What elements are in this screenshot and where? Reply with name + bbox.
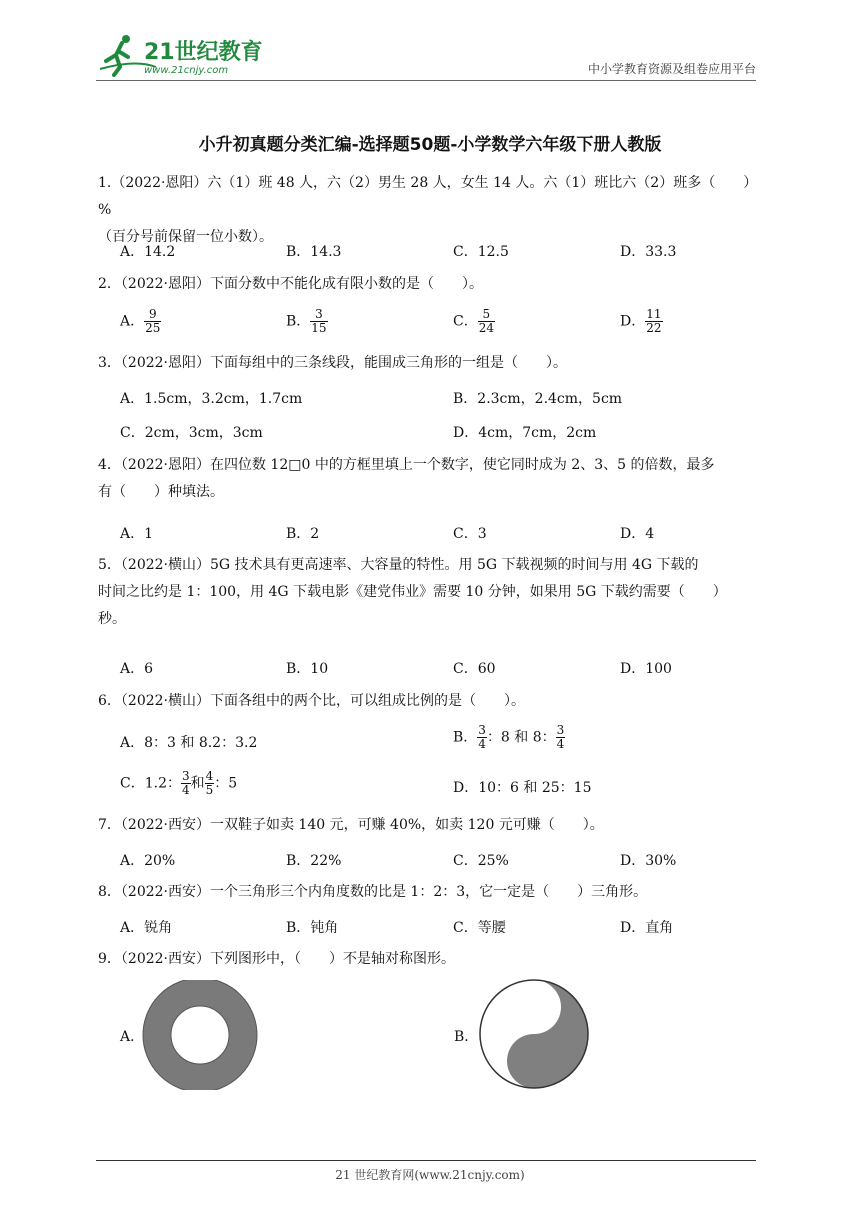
question-4 <box>98 452 768 506</box>
question-1-line-2: （百分号前保留一位小数）。 <box>98 229 273 245</box>
option-a: A．锐角 <box>120 920 173 936</box>
option-d: D．4 <box>620 526 655 542</box>
option-d: D．33.3 <box>620 244 677 260</box>
question-5 <box>98 552 768 633</box>
option-c <box>453 308 495 335</box>
option-d: D．4cm，7cm，2cm <box>453 425 597 441</box>
question-3 <box>98 350 768 377</box>
option-b <box>453 724 565 751</box>
page-header <box>0 0 860 90</box>
option-c: C．60 <box>453 661 496 677</box>
fraction <box>477 724 487 751</box>
question-2 <box>98 271 768 298</box>
denominator: 4 <box>556 737 565 751</box>
question-5-line-1: 5．（2022·横山）5G 技术具有更高速率、大容量的特性。用 5G 下载视频的时间与用 4G 下载的 <box>98 557 699 573</box>
fraction <box>645 308 662 335</box>
denominator: 24 <box>478 321 494 335</box>
numerator: 11 <box>646 307 662 321</box>
denominator: 4 <box>478 737 486 751</box>
numerator: 5 <box>478 308 495 322</box>
footer-divider <box>96 1160 756 1161</box>
option-b: B．钝角 <box>286 920 339 936</box>
option-a: A．14.2 <box>120 244 176 260</box>
fraction <box>310 308 327 335</box>
logo <box>96 33 266 78</box>
logo-text: 21世纪教育 <box>144 40 263 65</box>
ring-figure <box>140 980 260 1090</box>
question-7 <box>98 812 768 839</box>
option-c: C．等腰 <box>453 920 506 936</box>
option-d: D．100 <box>620 661 672 677</box>
question-9 <box>98 946 768 973</box>
option-label: C． <box>453 313 478 330</box>
denominator: 22 <box>646 321 662 335</box>
fraction <box>478 308 495 335</box>
yin-yang-figure <box>476 978 592 1090</box>
option-d <box>620 308 663 335</box>
figure-a-label: A． <box>120 1029 145 1045</box>
option-c <box>120 770 237 797</box>
fraction <box>144 308 161 335</box>
question-4-line-2: 有（ ）种填法。 <box>98 484 224 500</box>
option-a: A．8：3 和 8.2：3.2 <box>120 735 258 751</box>
option-a: A．1 <box>120 526 154 542</box>
fraction <box>205 770 215 797</box>
option-d: D．30% <box>620 853 677 869</box>
option-label: D． <box>620 313 646 330</box>
option-b <box>286 308 328 335</box>
question-1 <box>98 170 768 251</box>
option-text: 和 <box>190 775 205 792</box>
option-d: D．直角 <box>620 920 674 936</box>
numerator: 9 <box>144 308 161 322</box>
numerator: 3 <box>556 723 565 737</box>
question-2-text: 2．（2022·恩阳）下面分数中不能化成有限小数的是（ ）。 <box>98 276 483 292</box>
fraction <box>556 724 566 751</box>
question-5-line-3: 秒。 <box>98 611 126 627</box>
question-8-text: 8．（2022·西安）一个三角形三个内角度数的比是 1：2：3，它一定是（ ）三角形。 <box>98 884 648 900</box>
question-7-text: 7．（2022·西安）一双鞋子如卖 140 元，可赚 40%，如卖 120 元可赚（ ）。 <box>98 817 604 833</box>
option-text: ：8 和 8： <box>486 729 556 746</box>
denominator: 25 <box>145 321 161 335</box>
header-divider <box>96 80 756 81</box>
question-6-text: 6．（2022·横山）下面各组中的两个比，可以组成比例的是（ ）。 <box>98 693 525 709</box>
platform-name: 中小学教育资源及组卷应用平台 <box>587 62 756 76</box>
option-a: A．20% <box>120 853 176 869</box>
option-b: B．22% <box>286 853 342 869</box>
option-b: B．2.3cm，2.4cm，5cm <box>453 391 623 407</box>
fraction <box>181 770 191 797</box>
option-b: B．10 <box>286 661 329 677</box>
option-label: B． <box>286 313 311 330</box>
option-text: ：5 <box>214 775 238 792</box>
numerator: 3 <box>181 769 190 783</box>
option-b: B．14.3 <box>286 244 342 260</box>
option-b: B．2 <box>286 526 320 542</box>
denominator: 4 <box>181 783 190 797</box>
option-c: C．2cm，3cm，3cm <box>120 425 263 441</box>
option-d: D．10：6 和 25：15 <box>453 780 592 796</box>
footer-text: 21 世纪教育网(www.21cnjy.com) <box>335 1168 525 1182</box>
question-6 <box>98 688 768 715</box>
yin-dark-half <box>507 980 588 1088</box>
figure-b-label: B． <box>454 1029 479 1045</box>
question-4-line-1: 4．（2022·恩阳）在四位数 12□0 中的方框里填上一个数字，使它同时成为 2、3、5 的倍数，最多 <box>98 457 715 473</box>
document-title: 小升初真题分类汇编-选择题50题-小学数学六年级下册人教版 <box>198 135 662 155</box>
numerator: 3 <box>310 308 327 322</box>
denominator: 15 <box>311 321 327 335</box>
logo-url: www.21cnjy.com <box>144 65 229 76</box>
option-c: C．25% <box>453 853 509 869</box>
option-label: C．1.2： <box>120 775 181 792</box>
question-1-line-1: 1.（2022·恩阳）六（1）班 48 人，六（2）男生 28 人，女生 14 人。六（1）班比六（2）班多（ ）% <box>98 175 758 218</box>
question-5-line-2: 时间之比约是 1：100，用 4G 下载电影《建党伟业》需要 10 分钟，如果用 5G 下载约需要（ ） <box>98 584 727 600</box>
option-c: C．12.5 <box>453 244 509 260</box>
option-a <box>120 308 161 335</box>
option-a: A．6 <box>120 661 154 677</box>
numerator: 3 <box>478 723 486 737</box>
question-9-text: 9．（2022·西安）下列图形中，（ ）不是轴对称图形。 <box>98 951 455 967</box>
option-c: C．3 <box>453 526 487 542</box>
option-label: B． <box>453 729 478 746</box>
denominator: 5 <box>205 783 214 797</box>
numerator: 4 <box>205 769 214 783</box>
question-3-text: 3．（2022·恩阳）下面每组中的三条线段，能围成三角形的一组是（ ）。 <box>98 355 567 371</box>
ring-shape <box>157 992 243 1078</box>
ring-inner-edge <box>171 1006 229 1064</box>
option-label: A． <box>120 313 145 330</box>
question-8 <box>98 879 768 906</box>
option-a: A．1.5cm，3.2cm，1.7cm <box>120 391 303 407</box>
